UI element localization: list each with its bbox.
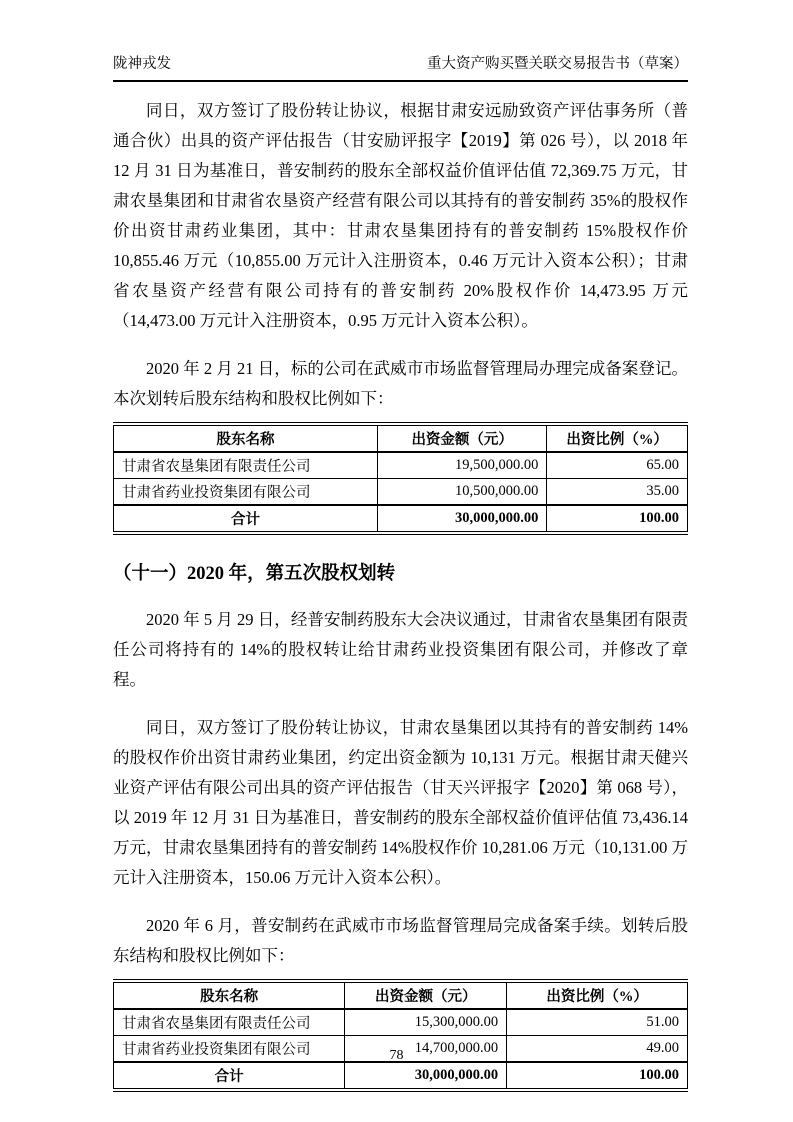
total-ratio: 100.00	[507, 1062, 688, 1090]
column-header-shareholder: 股东名称	[114, 424, 378, 452]
column-header-ratio: 出资比例（%）	[547, 424, 688, 452]
total-label: 合计	[114, 1062, 345, 1090]
table-row	[114, 452, 688, 479]
total-amount: 30,000,000.00	[378, 505, 547, 533]
column-header-amount: 出资金额（元）	[345, 981, 507, 1009]
page-number: 78	[389, 1048, 404, 1063]
table-total-row	[114, 505, 688, 533]
section-heading: （十一）2020 年，第五次股权划转	[113, 564, 396, 584]
paragraph-share-transfer-2020: 同日，双方签订了股份转让协议，甘肃农垦集团以其持有的普安制药 14%的股权作价出资甘肃药业集团，约定出资金额为 10,131 万元。根据甘肃天健兴业资产评估有限公司出具的资产评估报告（甘天兴评报字【2020】第 068 号），以 2019 年 12 月 31 日为基准日，普安制药的股东全部权益价值评估值 73,436.14 万元，甘肃农垦集团持有的普安制药 14%股权作价 10,281.06 万元（10,131.00 万元计入注册资本，150.06 万元计入资本公积）。	[113, 718, 689, 887]
page-footer	[0, 1048, 793, 1064]
page-header	[113, 52, 688, 82]
header-report-title: 重大资产购买暨关联交易报告书（草案）	[427, 56, 688, 72]
contribution-ratio: 35.00	[547, 479, 688, 506]
column-header-shareholder: 股东名称	[114, 981, 345, 1009]
table-total-row	[114, 1062, 688, 1090]
contribution-ratio: 51.00	[507, 1009, 688, 1036]
contribution-amount: 19,500,000.00	[378, 452, 547, 479]
shareholder-name: 甘肃省药业投资集团有限公司	[114, 1036, 345, 1063]
total-amount: 30,000,000.00	[345, 1062, 507, 1090]
paragraph-registration-2020-06: 2020 年 6 月，普安制药在武威市市场监督管理局完成备案手续。划转后股东结构和股权比例如下：	[113, 916, 688, 965]
header-company-name: 陇神戎发	[113, 56, 171, 72]
table-row	[114, 1009, 688, 1036]
paragraph-share-transfer-2019: 同日，双方签订了股份转让协议，根据甘肃安远励致资产评估事务所（普通合伙）出具的资产评估报告（甘安励评报字【2019】第 026 号），以 2018 年 12 月 31 日为基准日，普安制药的股东全部权益价值评估值 72,369.75 万元，甘肃农垦集团和甘肃省农垦资产经营有限公司以其持有的普安制药 35%的股权作价出资甘肃药业集团，其中：甘肃农垦集团持有的普安制药 15%股权作价 10,855.46 万元（10,855.00 万元计入注册资本，0.46 万元计入资本公积）；甘肃省农垦资产经营有限公司持有的普安制药 20%股权作价 14,473.95 万元（14,473.00 万元计入注册资本，0.95 万元计入资本公积）。	[113, 101, 688, 330]
shareholder-table-1	[113, 422, 688, 535]
table-row	[114, 479, 688, 506]
contribution-amount: 10,500,000.00	[378, 479, 547, 506]
contribution-ratio: 49.00	[507, 1036, 688, 1063]
shareholder-name: 甘肃省药业投资集团有限公司	[114, 479, 378, 506]
paragraph-registration-2020-02: 2020 年 2 月 21 日，标的公司在武威市市场监督管理局办理完成备案登记。本次划转后股东结构和股权比例如下：	[113, 359, 688, 408]
table-header-row	[114, 981, 688, 1009]
shareholder-name: 甘肃省农垦集团有限责任公司	[114, 452, 378, 479]
total-label: 合计	[114, 505, 378, 533]
contribution-amount: 14,700,000.00	[345, 1036, 507, 1063]
shareholder-name: 甘肃省农垦集团有限责任公司	[114, 1009, 345, 1036]
column-header-amount: 出资金额（元）	[378, 424, 547, 452]
table-header-row	[114, 424, 688, 452]
shareholder-table-2	[113, 979, 688, 1092]
total-ratio: 100.00	[547, 505, 688, 533]
contribution-ratio: 65.00	[547, 452, 688, 479]
paragraph-resolution-2020-05: 2020 年 5 月 29 日，经普安制药股东大会决议通过，甘肃省农垦集团有限责任公司将持有的 14%的股权转让给甘肃药业投资集团有限公司，并修改了章程。	[113, 610, 688, 689]
column-header-ratio: 出资比例（%）	[507, 981, 688, 1009]
contribution-amount: 15,300,000.00	[345, 1009, 507, 1036]
